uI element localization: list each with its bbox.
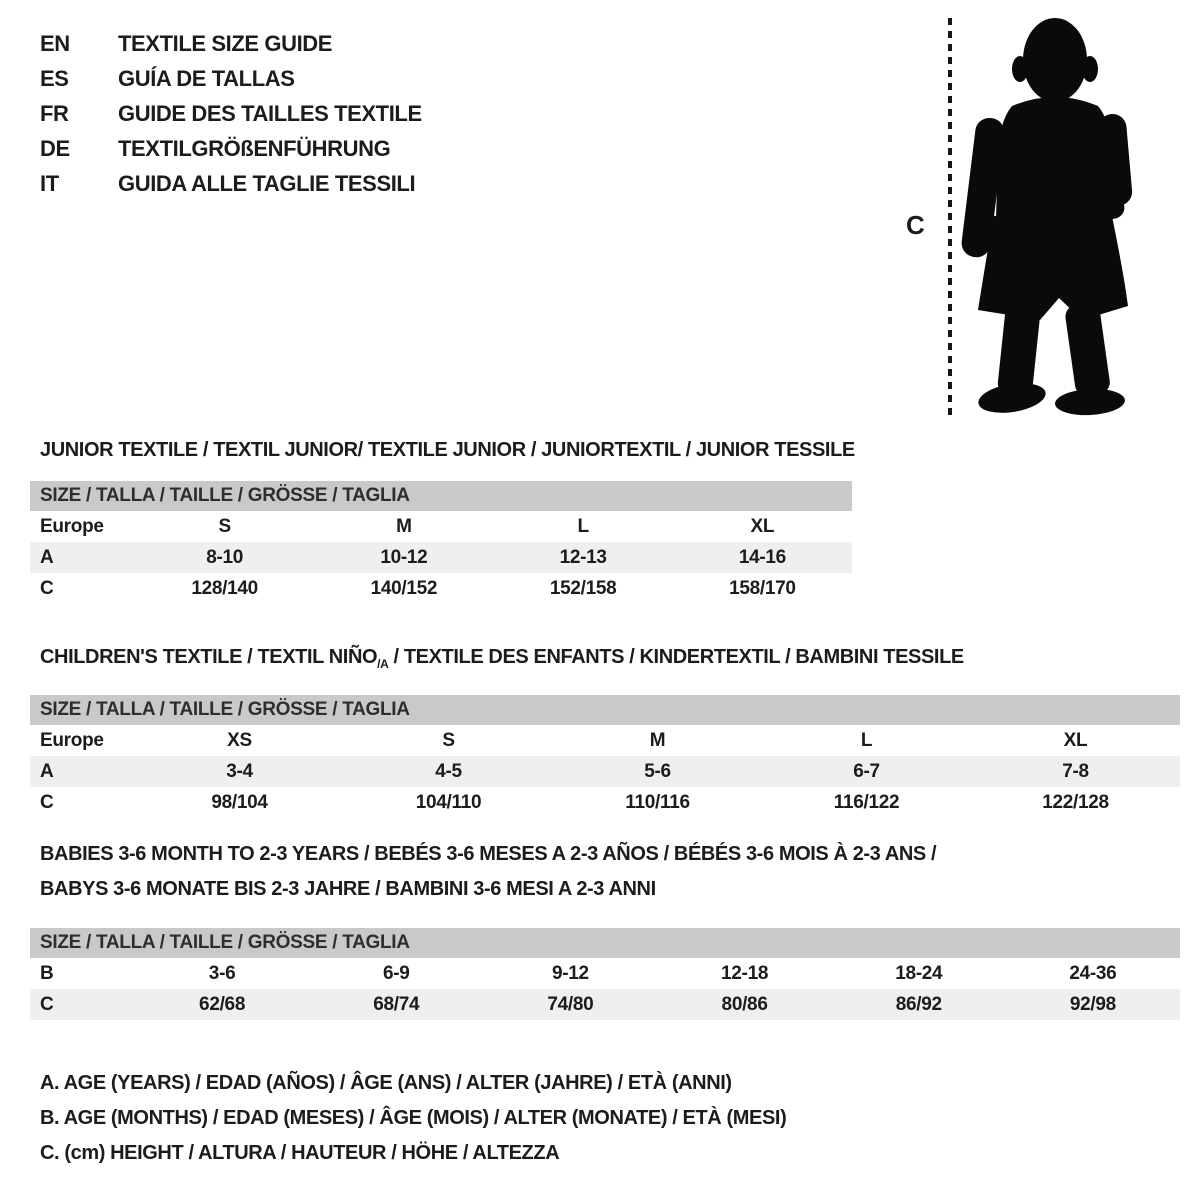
table-cell: 10-12: [380, 547, 428, 568]
table-row: [30, 787, 1180, 818]
language-label: TEXTILE SIZE GUIDE: [118, 31, 333, 56]
table-row: [30, 573, 852, 604]
table-cell: 12-13: [559, 547, 607, 568]
table-cell: S: [442, 730, 455, 751]
table-cell: 128/140: [191, 578, 258, 599]
table-cell: M: [649, 730, 666, 751]
table-cell: 158/170: [729, 578, 796, 599]
table-cell: S: [218, 516, 231, 537]
table-row: [30, 958, 1180, 989]
table-cell: XS: [227, 730, 252, 751]
language-row: [40, 61, 422, 96]
table-cell: 24-36: [1069, 963, 1117, 984]
table-cell: 110/116: [625, 792, 690, 813]
table-cell: 68/74: [373, 994, 420, 1015]
table-row: [30, 725, 1180, 756]
row-label: A: [40, 761, 54, 782]
table-cell: M: [396, 516, 412, 537]
table-cell: XL: [1063, 730, 1088, 751]
height-measure-label: C: [906, 210, 925, 240]
size-header-bar: SIZE / TALLA / TAILLE / GRÖSSE / TAGLIA: [30, 928, 1180, 958]
section-title-line: [40, 433, 855, 468]
section-babies-textile: [30, 837, 1180, 1020]
legend-line-a: A. AGE (YEARS) / EDAD (AÑOS) / ÂGE (ANS) / ALTER (JAHRE) / ETÀ (ANNI): [40, 1072, 732, 1094]
size-header-bar: SIZE / TALLA / TAILLE / GRÖSSE / TAGLIA: [30, 481, 852, 511]
table-cell: 74/80: [547, 994, 594, 1015]
table-cell: 4-5: [435, 761, 462, 782]
table-cell: 104/110: [415, 792, 482, 813]
table-cell: L: [577, 516, 589, 537]
section-title: [30, 433, 855, 468]
language-code: ES: [40, 66, 69, 91]
section-title: [30, 640, 1180, 682]
table-cell: 62/68: [199, 994, 246, 1015]
baby-silhouette-icon: [960, 14, 1140, 424]
table-cell: 12-18: [721, 963, 769, 984]
table-cell: 14-16: [738, 547, 786, 568]
baby-shorts: [978, 216, 1128, 320]
table-cell: 80/86: [721, 994, 768, 1015]
row-label: B: [40, 963, 54, 984]
legend-line-b: B. AGE (MONTHS) / EDAD (MESES) / ÂGE (MOIS) / ALTER (MONATE) / ETÀ (MESI): [40, 1107, 787, 1129]
baby-head: [1023, 18, 1087, 102]
table-cell: 6-7: [853, 761, 880, 782]
section-title-text: JUNIOR TEXTILE / TEXTIL JUNIOR/ TEXTILE JUNIOR / JUNIORTEXTIL / JUNIOR TESSILE: [40, 439, 855, 461]
row-label: Europe: [40, 516, 104, 537]
table-cell: 98/104: [211, 792, 268, 813]
language-label: GUIDE DES TAILLES TEXTILE: [118, 101, 422, 126]
language-header: [40, 26, 422, 201]
table-cell: 86/92: [895, 994, 942, 1015]
table-cell: 6-9: [382, 963, 410, 984]
table-cell: 140/152: [370, 578, 438, 599]
language-label: TEXTILGRÖßENFÜHRUNG: [118, 136, 391, 161]
language-row: [40, 166, 422, 201]
language-code: IT: [40, 171, 59, 196]
baby-ear-right: [1082, 56, 1098, 82]
table-cell: 9-12: [552, 963, 589, 984]
table-cell: L: [860, 730, 873, 751]
table-row: [30, 756, 1180, 787]
baby-foot-left: [976, 379, 1048, 417]
table-cell: 8-10: [206, 547, 244, 568]
table-row: [30, 542, 852, 573]
section-title-text: CHILDREN'S TEXTILE / TEXTIL NIÑO: [40, 646, 378, 668]
table-cell: 7-8: [1062, 761, 1089, 782]
table-cell: 152/158: [549, 578, 617, 599]
height-measure-line: [948, 18, 952, 418]
baby-foot-right: [1054, 387, 1125, 417]
section-title-line: [40, 872, 1180, 907]
table-cell: 3-6: [208, 963, 236, 984]
baby-ear-left: [1012, 56, 1028, 82]
row-label: C: [40, 792, 54, 813]
table-cell: 3-4: [226, 761, 253, 782]
language-label: GUIDA ALLE TAGLIE TESSILI: [118, 171, 416, 196]
language-row: [40, 131, 422, 166]
table-cell: 92/98: [1069, 994, 1116, 1015]
table-cell: 18-24: [895, 963, 943, 984]
table-cell: 122/128: [1042, 792, 1109, 813]
row-label: Europe: [40, 730, 104, 751]
table-cell: 5-6: [644, 761, 671, 782]
language-code: DE: [40, 136, 70, 161]
row-label: C: [40, 994, 54, 1015]
row-label: C: [40, 578, 54, 599]
baby-leg-right: [1064, 302, 1111, 398]
baby-leg-left: [997, 302, 1041, 397]
size-header-bar: SIZE / TALLA / TAILLE / GRÖSSE / TAGLIA: [30, 695, 1180, 725]
section-title-line: [40, 640, 1180, 682]
language-label: GUÍA DE TALLAS: [118, 66, 295, 91]
table-cell: 116/122: [833, 792, 900, 813]
section-title: [30, 837, 1180, 907]
row-label: A: [40, 547, 54, 568]
language-code: FR: [40, 101, 69, 126]
section-title-text: / TEXTILE DES ENFANTS / KINDERTEXTIL / BAMBINI TESSILE: [388, 646, 964, 668]
table-row: [30, 989, 1180, 1020]
section-title-text: /A: [377, 657, 389, 671]
table-cell: XL: [750, 516, 775, 537]
legend: [40, 1066, 786, 1171]
section-junior-textile: [30, 433, 855, 604]
section-title-text: BABYS 3-6 MONATE BIS 2-3 JAHRE / BAMBINI 3-6 MESI A 2-3 ANNI: [40, 878, 656, 900]
language-row: [40, 96, 422, 131]
section-title-text: BABIES 3-6 MONTH TO 2-3 YEARS / BEBÉS 3-6 MESES A 2-3 AÑOS / BÉBÉS 3-6 MOIS À 2-3 ANS /: [40, 843, 937, 865]
legend-line-c: C. (cm) HEIGHT / ALTURA / HAUTEUR / HÖHE / ALTEZZA: [40, 1142, 560, 1164]
section-childrens-textile: [30, 640, 1180, 818]
language-code: EN: [40, 31, 70, 56]
table-row: [30, 511, 852, 542]
section-title-line: [40, 837, 1180, 872]
language-row: [40, 26, 422, 61]
